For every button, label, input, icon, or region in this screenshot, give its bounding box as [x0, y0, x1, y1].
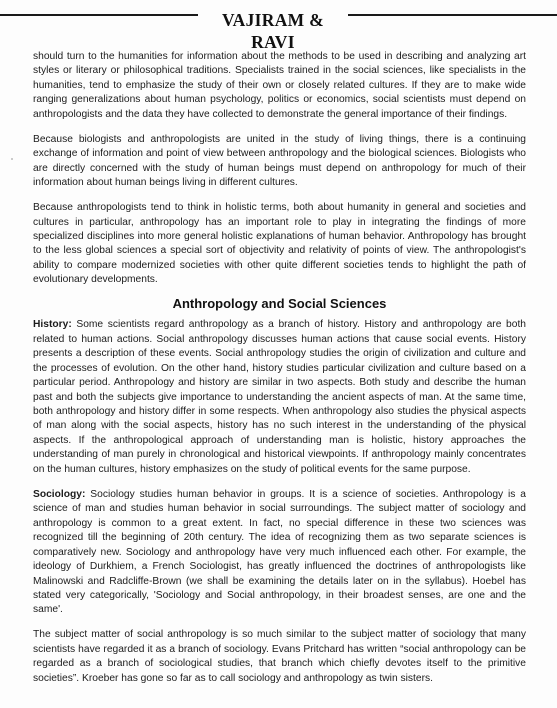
paragraph-biology: Because biologists and anthropologists are united in the study of living things, there is a continuing exchange of information and point of view between anthropology and the biological sciences. Biologists who are directly concerned with the study of human beings must depend on anthropology for much of their information about human beings living in different cultures. — [33, 133, 526, 189]
sociology-lead: Sociology: — [33, 488, 86, 500]
scan-speck — [11, 158, 13, 160]
paragraph-holistic: Because anthropologists tend to think in holistic terms, both about humanity in general and societies and cultures in particular, anthropology has an important role to play in integrating the findings of more specialized disciplines into more general holistic explanations of human behavior. Anthropology has brought to the less global sciences a special sort of objectivity and relativity of points of view. The anthropologist's ability to compare modernized societies with other quite different societies tends to highlight the path of evolutionary developments. — [33, 202, 526, 286]
paragraph-history — [33, 318, 526, 477]
document-body — [33, 50, 526, 697]
paragraph-closing: The subject matter of social anthropology is so much similar to the subject matter of sociology that many scientists have regarded it as a branch of sociology. Evans Pritchard has written “social anthropology can be regarded as a branch of sociological studies, that branch which chiefly devotes itself to the primitive societies”. Kroeber has gone so far as to call sociology and anthropology as twin sisters. — [33, 629, 526, 684]
section-heading: Anthropology and Social Sciences — [172, 296, 387, 312]
paragraph-humanities: should turn to the humanities for information about the methods to be used in describing and analyzing art styles or literary or philosophical traditions. Specialists trained in the social sciences, like specialists in the humanities, tend to emphasize the study of their own or closely related cultures. If they are to make wide ranging generalizations about human psychology, politics or economics, social scientists must depend on anthropologists and the data they have collected to demonstrate the general importance of their findings. — [33, 51, 526, 120]
history-text: Some scientists regard anthropology as a branch of history. History and anthropology are both related to human actions. Social anthropology discusses human actions that cause social events. History presents a description of these events. Social anthropology studies the origin of civilization and culture and the processes of evolution. On the other hand, history studies particular civilization and culture based on a particular period. Anthropology and history are similar in two aspects. Both study and describe the human past and both the subjects give importance to understanding the ancient aspects of man. At the same time, both anthropology and history differ in some respects. When anthropology also studies the physical aspects of man along with the social aspects, history has no such interest in the understanding of the physical aspects. If the anthropological approach of understanding man is holistic, history approaches the understanding of man purely in chronological and historical viewpoints. If anthropology mainly concentrates on the human cultures, history emphasizes on the study of political events for the same purpose. — [33, 319, 526, 475]
paragraph-sociology — [33, 488, 526, 618]
history-lead: History: — [33, 319, 72, 331]
sociology-text: Sociology studies human behavior in groups. It is a science of societies. Anthropology is a science of man and studies human behavior in social surroundings. The subject matter of sociology and anthropology is common to a great extent. In fact, no special difference in these two sciences was recognized till the beginning of 20th century. The idea of recognizing them as two separate sciences is comparatively new. Sociology and anthropology have very much influenced each other. For example, the ideology of Durkhiem, a French Sociologist, has greatly influenced the doctrines of anthropologists like Malinowski and Radcliffe-Brown (we shall be examining the details later on in the syllabus). Hoebel has stated very categorically, 'Sociology and Social anthropology, in their broadest senses, are one and the same'. — [33, 488, 526, 616]
header-title: VAJIRAM & RAVI — [198, 9, 348, 31]
